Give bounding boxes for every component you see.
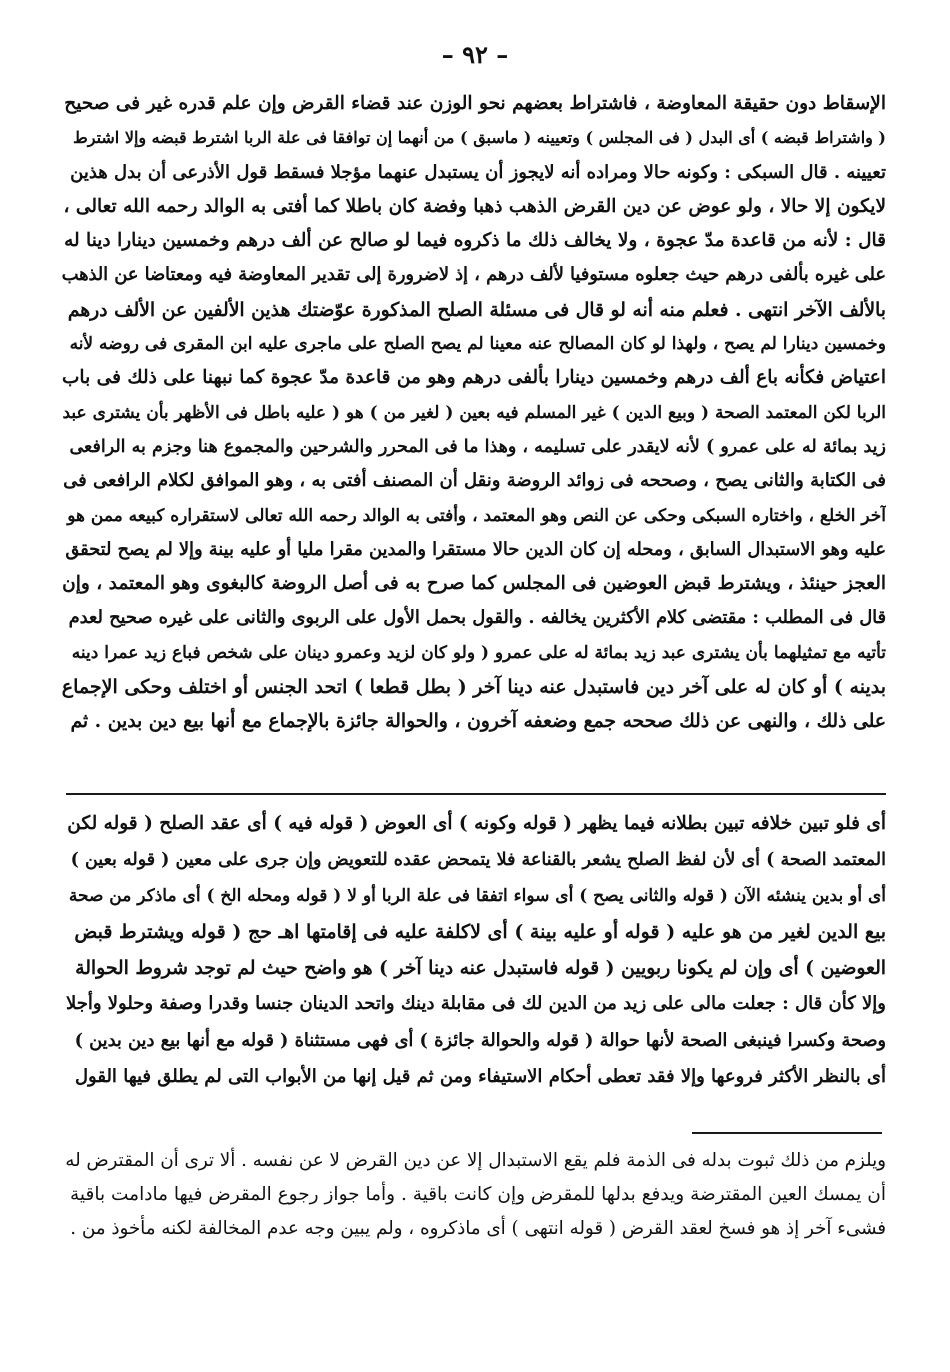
main-text-line: تأتيه مع تمثيلهما بأن يشترى عبد زيد بمائة له على عمرو ( ولو كان لزيد وعمرو دينان على شخص فباع زيد عمرا دينه bbox=[71, 642, 886, 663]
commentary-line: المعتمد الصحة ) أى لأن لفظ الصلح يشعر بالقناعة فلا يتمحض عقده للتعويض وإن جرى على معين ( قوله بعين ) bbox=[70, 850, 886, 871]
footnote-text bbox=[62, 1144, 886, 1246]
main-text-line: على غيره بألفى درهم حيث جعلوه مستوفيا لألف درهم ، إذ لاضرورة إلى تقدير المعاوضة فيه ومعتاضا عن الذهب bbox=[62, 264, 886, 286]
main-text-line: فى الكتابة والثانى يصح ، وصححه فى زوائد الروضة ونقل أن المصنف أفتى به ، وهو الموافق لكلام الرافعى فى bbox=[63, 470, 886, 492]
commentary-line: بيع الدين لغير من هو عليه ( قوله أو عليه بينة ) أى لاكلفة عليه فى إقامتها اهـ حج ( قوله ويشترط قبض bbox=[74, 921, 886, 944]
main-text-line: الربا لكن المعتمد الصحة ( وبيع الدين ) غير المسلم فيه بعين ( لغير من ) هو ( عليه باطل فى الأظهر بأن يشترى عبد bbox=[62, 402, 886, 423]
main-text-line: على ذلك ، والنهى عن ذلك صححه جمع وضعفه آخرون ، والحوالة جائزة بالإجماع مع أنها بيع دين بدين . ثم bbox=[70, 710, 886, 733]
footnote-line: فشىء آخر إذ هو فسخ لعقد القرض ( قوله انتهى ) أى ماذكروه ، ولم يبين وجه عدم المخالفة لكنه مأخوذ من . bbox=[70, 1218, 886, 1239]
commentary-line: أى أو بدين ينشئه الآن ( قوله والثانى يصح ) أى سواء اتفقا فى علة الربا أو لا ( قوله ومحله الخ ) أى ماذكر من صحة bbox=[68, 886, 886, 907]
main-text-line: اعتياض فكأنه باع ألف درهم وخمسين دينارا بألفى درهم وهو من قاعدة مدّ عجوة كما نبهنا على ذلك فى باب bbox=[62, 367, 886, 389]
main-text-line: ( واشتراط قبضه ) أى البدل ( فى المجلس ) وتعيينه ( ماسبق ) من أنهما إن توافقا فى علة الربا اشترط قبضه وإلا اشترط bbox=[72, 128, 886, 148]
main-text bbox=[62, 87, 886, 739]
main-text-line: بالألف الآخر انتهى . فعلم منه أنه لو قال فى مسئلة الصلح المذكورة عوّضتك هذين الألفين عن الألف درهم bbox=[67, 298, 886, 321]
footnote-line: أن يمسك العين المقترضة ويدفع بدلها للمقرض وإن كانت باقية . وأما جواز رجوع المقرض فيها مادامت باقية bbox=[70, 1184, 886, 1205]
section-divider bbox=[66, 793, 886, 795]
commentary-line: العوضين ) أى وإن لم يكونا ربويين ( قوله فاستبدل عنه دينا آخر ) هو واضح حيث لم توجد شروط الحوالة bbox=[75, 957, 886, 980]
footnote-divider bbox=[692, 1132, 882, 1134]
commentary-line: أى بالنظر الأكثر فروعها وإلا فقد تعطى أحكام الاستيفاء ومن ثم قيل إنها من الأبواب التى لم يطلق فيها القول bbox=[74, 1065, 886, 1087]
main-text-line: الإسقاط دون حقيقة المعاوضة ، فاشتراط بعضهم نحو الوزن عند قضاء القرض وإن علم قدره غير فى صحيح bbox=[64, 93, 886, 114]
footnote-line: ويلزم من ذلك ثبوت بدله فى الذمة فلم يقع الاستبدال إلا عن دين القرض لا عن نفسه . ألا ترى أن المقترض له bbox=[65, 1150, 886, 1171]
commentary-text bbox=[66, 806, 886, 1095]
commentary-line: أى فلو تبين خلافه تبين بطلانه فيما يظهر ( قوله وكونه ) أى العوض ( قوله فيه ) أى عقد الصلح ( قوله لكن bbox=[67, 813, 886, 834]
page-number: – ٩٢ – bbox=[441, 40, 509, 69]
main-text-line: العجز حينئذ ، ويشترط قبض العوضين فى المجلس كما صرح به فى أصل الروضة كالبغوى وهو المعتمد ، وإن bbox=[62, 573, 886, 595]
main-text-line: قال فى المطلب : مقتضى كلام الأكثرين يخالفه . والقول بحمل الأول على الربوى والثانى على غيره صحيح لعدم bbox=[68, 607, 886, 629]
main-text-line: بدينه ) أو كان له على آخر دين فاستبدل عنه دينا آخر ( بطل قطعا ) اتحد الجنس أو اختلف وحكى الإجماع bbox=[62, 676, 886, 699]
main-text-line: قال : لأنه من قاعدة مدّ عجوة ، ولا يخالف ذلك ما ذكروه فيما لو صالح عن ألف درهم وخمسين دينارا دينا له bbox=[64, 230, 886, 252]
main-text-line: آخر الخلع ، واختاره السبكى وحكى عن النص وهو المعتمد ، وأفتى به الوالد رحمه الله تعالى لاستقراره كبيعه ممن هو bbox=[67, 505, 886, 526]
main-text-line: عليه وهو الاستبدال السابق ، ومحله إن كان الدين حالا مستقرا والمدين مقرا مليا أو عليه بينة وإلا لم يصح لتحقق bbox=[65, 538, 886, 560]
main-text-line: تعيينه . قال السبكى : وكونه حالا ومراده أنه لايجوز أن يستبدل عنهما مؤجلا فسقط قول الأذرعى أن بدل هذين bbox=[70, 161, 886, 183]
main-text-line: وخمسين دينارا لم يصح ، ولهذا لو كان المصالح عنه معينا لم يصح الصلح على ماجرى عليه ابن المقرى فى روضه لأنه bbox=[69, 334, 886, 355]
main-text-line: لايكون إلا حالا ، ولو عوض عن دين القرض الذهب ذهبا وفضة كان باطلا كما أفتى به الوالد رحمه الله تعالى ، bbox=[63, 195, 886, 217]
commentary-line: وإلا كأن قال : جعلت مالى على زيد من الدين لك فى مقابلة دينك واتحد الدينان جنسا وقدرا وصفة وحلولا وأجلا bbox=[66, 993, 886, 1015]
commentary-line: وصحة وكسرا فينبغى الصحة لأنها حوالة ( قوله والحوالة جائزة ) أى فهى مستثناة ( قوله مع أنها بيع دين بدين ) bbox=[74, 1029, 886, 1051]
main-text-line: زيد بمائة له على عمرو ) لأنه لايقدر على تسليمه ، وهذا ما فى المحرر والشرحين والمجموع هنا وجزم به الرافعى bbox=[69, 436, 886, 457]
